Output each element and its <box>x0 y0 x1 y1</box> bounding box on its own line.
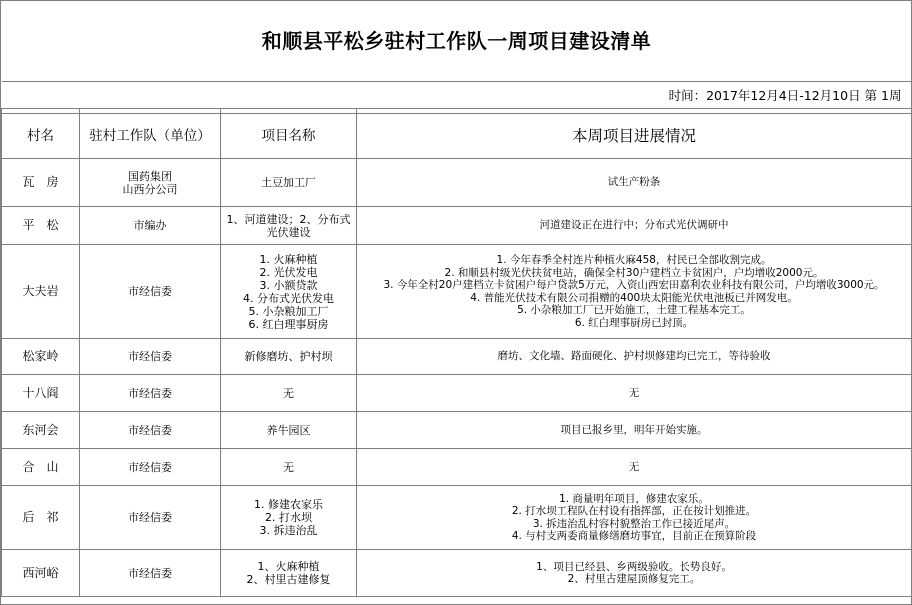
project-cell-line: 3. 小额贷款 <box>259 278 318 292</box>
header-village: 村名 <box>2 114 80 159</box>
progress-cell-line: 2. 打水坝工程队在村设有指挥部，正在按计划推进。 <box>511 505 757 517</box>
progress-cell <box>357 550 912 597</box>
project-cell-line: 1、火麻种植 <box>257 560 320 573</box>
progress-cell-line: 6. 红白理事厨房已封顶。 <box>574 316 694 329</box>
project-cell-line: 2. 光伏发电 <box>259 265 318 279</box>
project-cell <box>221 375 357 412</box>
progress-cell-line: 5. 小杂粮加工厂已开始施工，土建工程基本完工。 <box>517 304 751 316</box>
village-cell: 后 祁 <box>2 486 80 550</box>
progress-cell-line: 1、项目已经县、乡两级验收。长势良好。 <box>536 560 732 573</box>
progress-cell <box>357 339 912 375</box>
project-cell <box>221 207 357 245</box>
team-cell-line: 国药集团 <box>128 169 172 183</box>
project-table <box>1 1 912 597</box>
progress-cell-line: 3. 今年全村20户建档立卡贫困户每户贷款5万元，入资山西宏田嘉利农业科技有限公司，户均增收3000元。 <box>383 279 885 291</box>
project-cell-line: 1. 火麻种植 <box>259 252 318 266</box>
project-cell <box>221 449 357 486</box>
progress-cell-line: 1. 今年春季全村连片种植火麻458，村民已全部收割完成。 <box>496 254 772 266</box>
project-cell <box>221 339 357 375</box>
table-row <box>2 245 912 339</box>
team-cell-line: 市经信委 <box>128 460 172 474</box>
table-title: 和顺县平松乡驻村工作队一周项目建设清单 <box>2 1 912 82</box>
team-cell <box>80 550 221 597</box>
project-cell-line: 无 <box>283 460 294 474</box>
team-cell <box>80 339 221 375</box>
project-cell <box>221 245 357 339</box>
header-row <box>2 114 912 159</box>
progress-cell-line: 3. 拆违治乱村容村貌整治工作已接近尾声。 <box>532 517 736 530</box>
project-cell-line: 2. 打水坝 <box>265 511 312 524</box>
village-cell: 松家岭 <box>2 339 80 375</box>
village-cell: 大夫岩 <box>2 245 80 339</box>
progress-cell-line: 1. 商量明年项目，修建农家乐。 <box>559 492 709 505</box>
project-cell-line: 1. 修建农家乐 <box>254 498 323 511</box>
project-cell <box>221 550 357 597</box>
village-cell: 平 松 <box>2 207 80 245</box>
progress-cell <box>357 245 912 339</box>
team-cell-line: 山西分公司 <box>122 182 178 196</box>
project-cell-line: 光伏建设 <box>266 225 311 239</box>
project-cell-line: 5. 小杂粮加工厂 <box>248 304 329 318</box>
project-cell-line: 6. 红白理事厨房 <box>248 317 329 331</box>
team-cell-line: 市经信委 <box>128 386 172 400</box>
project-cell-line: 4. 分布式光伏发电 <box>243 291 334 305</box>
progress-cell-line: 无 <box>628 386 640 399</box>
village-cell: 合 山 <box>2 449 80 486</box>
progress-cell <box>357 486 912 550</box>
team-cell-line: 市经信委 <box>128 423 172 437</box>
progress-cell-line: 2. 和顺县村级光伏扶贫电站，确保全村30户建档立卡贫困户，户均增收2000元。 <box>444 266 824 279</box>
team-cell <box>80 449 221 486</box>
table-row <box>2 207 912 245</box>
team-cell-line: 市经信委 <box>128 566 172 580</box>
project-cell-line: 1、河道建设；2、分布式 <box>226 212 351 226</box>
progress-cell <box>357 412 912 449</box>
village-cell: 西河峪 <box>2 550 80 597</box>
header-team: 驻村工作队（单位） <box>80 114 221 159</box>
progress-cell-line: 磨坊、文化墙、路面硬化、护村坝修建均已完工，等待验收 <box>497 350 771 363</box>
village-cell: 瓦 房 <box>2 159 80 207</box>
village-cell: 十八阎 <box>2 375 80 412</box>
header-project: 项目名称 <box>221 114 357 159</box>
table-row <box>2 486 912 550</box>
team-cell-line: 市经信委 <box>128 511 172 524</box>
project-cell <box>221 412 357 449</box>
team-cell <box>80 412 221 449</box>
team-cell-line: 市经信委 <box>128 285 172 298</box>
project-cell-line: 2、村里古建修复 <box>246 573 331 586</box>
project-cell <box>221 159 357 207</box>
project-cell-line: 新修磨坊、护村坝 <box>244 350 333 363</box>
progress-cell <box>357 375 912 412</box>
progress-cell-line: 项目已报乡里，明年开始实施。 <box>560 423 708 436</box>
team-cell-line: 市编办 <box>133 219 167 232</box>
project-cell-line: 无 <box>283 386 294 400</box>
table-row <box>2 449 912 486</box>
period-label: 时间：2017年12月4日-12月10日 第 1周 <box>2 82 912 109</box>
progress-cell-line: 河道建设正在进行中；分布式光伏调研中 <box>539 219 729 232</box>
progress-cell <box>357 159 912 207</box>
table-row <box>2 550 912 597</box>
progress-cell <box>357 207 912 245</box>
team-cell-line: 市经信委 <box>128 350 172 363</box>
progress-cell-line: 4. 普能光伏技术有限公司捐赠的400块太阳能光伏电池板已并网发电。 <box>470 291 798 304</box>
project-cell-line: 土豆加工厂 <box>261 176 316 189</box>
team-cell <box>80 486 221 550</box>
project-cell <box>221 486 357 550</box>
table-row <box>2 159 912 207</box>
progress-cell-line: 无 <box>628 460 640 473</box>
village-cell: 东河会 <box>2 412 80 449</box>
team-cell <box>80 375 221 412</box>
progress-cell <box>357 449 912 486</box>
team-cell <box>80 159 221 207</box>
table-row <box>2 375 912 412</box>
progress-cell-line: 4. 与村支两委商量修缮磨坊事宜，目前正在预算阶段 <box>511 530 757 542</box>
team-cell <box>80 245 221 339</box>
team-cell <box>80 207 221 245</box>
table-row <box>2 412 912 449</box>
project-cell-line: 3. 拆违治乱 <box>259 524 318 537</box>
table-row <box>2 339 912 375</box>
progress-cell-line: 试生产粉条 <box>607 176 661 189</box>
header-progress: 本周项目进展情况 <box>357 114 912 159</box>
progress-cell-line: 2、村里古建屋顶修复完工。 <box>567 573 701 585</box>
project-cell-line: 养牛园区 <box>266 423 311 437</box>
